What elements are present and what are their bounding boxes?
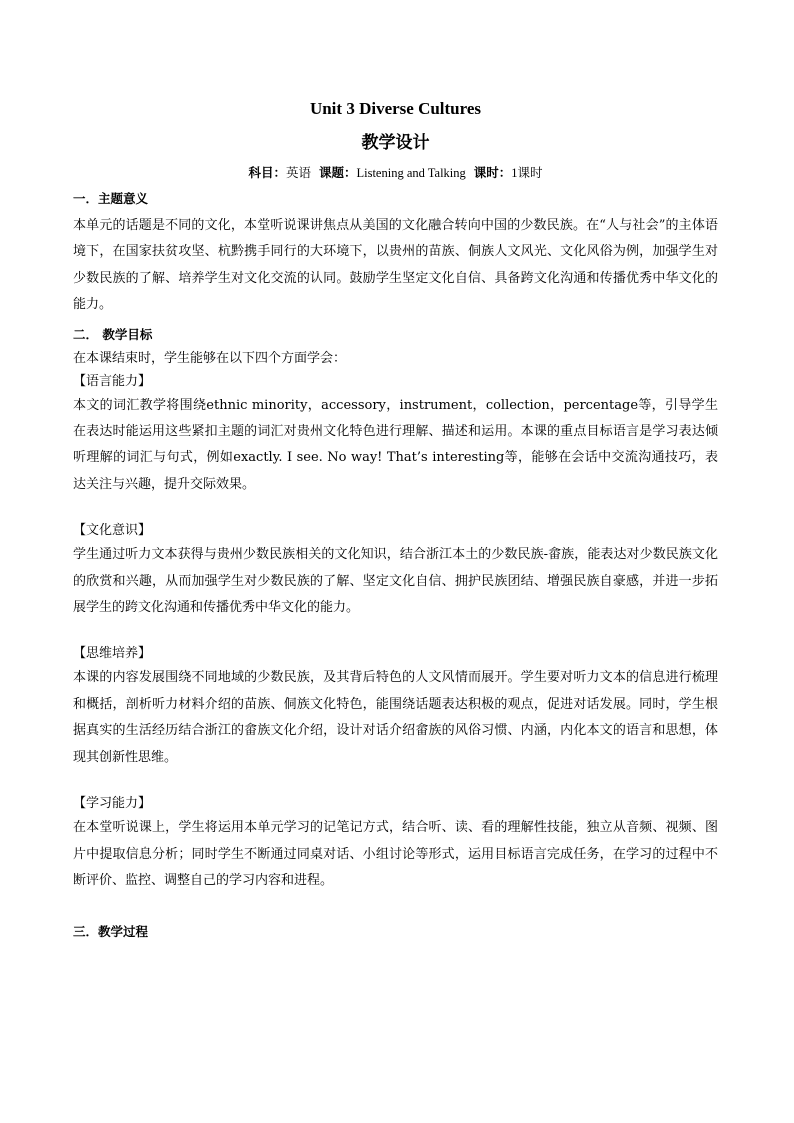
block-text-language: 本文的词汇教学将围绕ethnic minority，accessory，instrument，collection，percentage等，引导学生在表达时能运用这些紧扣主题的词汇对贵州文化特色进行理解、描述和运用。本课的重点目标语言是学习表达倾听理解的词汇与句式，例如exactly. I see. No way! That’s interesting等，能够在会话中交流沟通技巧，表达关注与兴趣，提升交际效果。 [73,397,718,492]
course-meta [73,163,718,183]
block-label-thinking: 【思维培养】 [73,646,152,662]
block-label-language: 【语言能力】 [73,373,152,389]
section-heading-theme: 一．主题意义 [73,191,149,206]
section-heading-objectives: 二． 教学目标 [73,326,153,342]
spacer [73,498,718,520]
topic-label: 课题： [318,165,357,180]
spacer [73,771,718,793]
hours-label: 课时： [473,165,512,180]
block-text-thinking: 本课的内容发展围绕不同地域的少数民族，及其背后特色的人文风情而展开。学生要对听力文本的信息进行梳理和概括，剖析听力材料介绍的苗族、侗族文化特色，能围绕话题表达积极的观点，促进对话发展。同时，学生根据真实的生活经历结合浙江的畲族文化介绍，设计对话介绍畲族的风俗习惯、内涵，内化本文的语言和思想，体现其创新性思维。 [73,670,718,765]
block-text-learning: 在本堂听说课上，学生将运用本单元学习的记笔记方式，结合听、读、看的理解性技能，独立从音频、视频、图片中提取信息分析；同时学生不断通过同桌对话、小组讨论等形式，运用目标语言完成任务，在学习的过程中不断评价、监控、调整自己的学习内容和进程。 [73,820,718,888]
subject-label: 科目： [248,165,286,180]
document-title: Unit 3 Diverse Cultures [309,99,482,118]
subject-value: 英语 [285,165,311,180]
objectives-intro: 在本课结束时，学生能够在以下四个方面学会： [73,350,347,366]
block-text-culture: 学生通过听力文本获得与贵州少数民族相关的文化知识，结合浙江本土的少数民族-畲族，能表达对少数民族文化的欣赏和兴趣，从而加强学生对少数民族的了解、坚定文化自信、拥护民族团结、增强民族自豪感，并进一步拓展学生的跨文化沟通和传播优秀中华文化的能力。 [73,547,718,616]
topic-value: Listening and Talking [356,166,466,180]
block-label-culture: 【文化意识】 [73,523,152,539]
block-label-learning: 【学习能力】 [73,796,152,812]
document-subtitle: 教学设计 [361,133,430,153]
theme-paragraph: 本单元的话题是不同的文化，本堂听说课讲焦点从美国的文化融合转向中国的少数民族。在“人与社会”的主体语境下，在国家扶贫攻坚、杭黔携手同行的大环境下，以贵州的苗族、侗族人文风光、文化风俗为例，加强学生对少数民族的了解、培养学生对文化交流的认同。鼓励学生坚定文化自信、具备跨文化沟通和传播优秀中华文化的能力。 [73,218,718,313]
hours-value: 1课时 [511,166,543,180]
spacer [73,621,718,643]
section-heading-process: 三．教学过程 [73,924,149,940]
